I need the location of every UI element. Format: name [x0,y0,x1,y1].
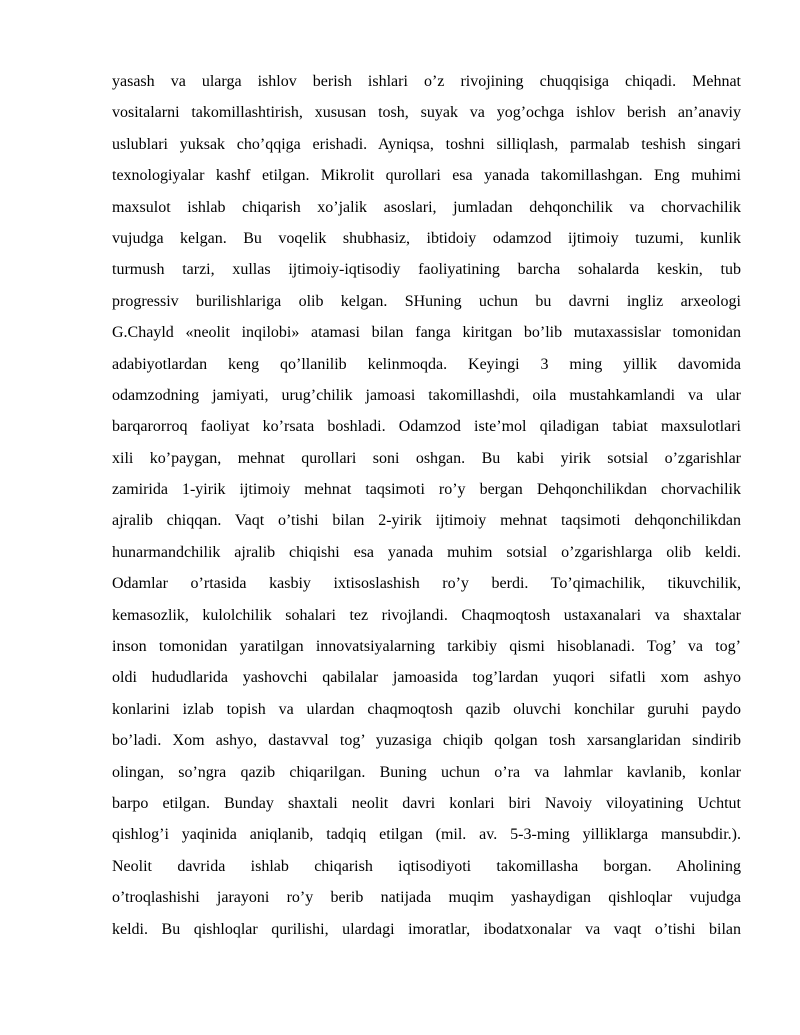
text-line: Neolit davrida ishlab chiqarish iqtisodiyoti takomillasha borgan. Aholining [112,857,741,875]
text-line: maxsulot ishlab chiqarish xo’jalik asoslari, jumladan dehqonchilik va chorvachilik [112,198,741,216]
text-line: oldi hududlarida yashovchi qabilalar jamoasida tog’lardan yuqori sifatli xom ashyo [112,669,741,687]
text-line: Odamlar o’rtasida kasbiy ixtisoslashish ro’y berdi. To’qimachilik, tikuvchilik, [112,575,741,593]
text-line: yasash va ularga ishlov berish ishlari o’z rivojining chuqqisiga chiqadi. Mehnat [112,73,741,90]
text-line: odamzodning jamiyati, urug’chilik jamoasi takomillashdi, oila mustahkamlandi va ular [112,386,741,404]
text-line: barpo etilgan. Bunday shaxtali neolit davri konlari biri Navoiy viloyatining Uchtut [112,794,741,812]
text-line: inson tomonidan yaratilgan innovatsiyalarning tarkibiy qismi hisoblanadi. Tog’ va tog’ [112,638,741,656]
text-line: keldi. Bu qishloqlar qurilishi, ulardagi imoratlar, ibodatxonalar va vaqt o’tishi bilan [112,920,741,938]
text-line: ajralib chiqqan. Vaqt o’tishi bilan 2-yirik ijtimoiy mehnat taqsimoti dehqonchilikdan [112,512,741,530]
text-line: konlarini izlab topish va ulardan chaqmoqtosh qazib oluvchi konchilar guruhi paydo [112,700,741,718]
text-line: bo’ladi. Xom ashyo, dastavval tog’ yuzasiga chiqib qolgan tosh xarsanglaridan sindirib [112,732,741,750]
text-line: texnologiyalar kashf etilgan. Mikrolit qurollari esa yanada takomillashgan. Eng muhimi [112,167,741,185]
text-line: barqarorroq faoliyat ko’rsata boshladi. Odamzod iste’mol qiladigan tabiat maxsulotlari [112,418,741,436]
text-line: turmush tarzi, xullas ijtimoiy-iqtisodiy faoliyatining barcha sohalarda keskin, tub [112,261,741,279]
text-line: progressiv burilishlariga olib kelgan. SHuning uchun bu davrni ingliz arxeologi [112,292,741,310]
text-line: qishlog’i yaqinida aniqlanib, tadqiq etilgan (mil. av. 5-3-ming yilliklarga mansubdir.). [112,826,741,844]
text-line: uslublari yuksak cho’qqiga erishadi. Ayniqsa, toshni silliqlash, parmalab teshish singari [112,135,741,153]
text-line: olingan, so’ngra qazib chiqarilgan. Buning uchun o’ra va lahmlar kavlanib, konlar [112,763,741,781]
text-line: zamirida 1-yirik ijtimoiy mehnat taqsimoti ro’y bergan Dehqonchilikdan chorvachilik [112,481,741,499]
text-line: kemasozlik, kulolchilik sohalari tez rivojlandi. Chaqmoqtosh ustaxanalari va shaxtalar [112,606,741,624]
document-page [112,66,741,945]
text-line: o’troqlashishi jarayoni ro’y berib natijada muqim yashaydigan qishloqlar vujudga [112,889,741,907]
text-line: xili ko’paygan, mehnat qurollari soni oshgan. Bu kabi yirik sotsial o’zgarishlar [112,449,741,467]
text-line: adabiyotlardan keng qo’llanilib kelinmoqda. Keyingi 3 ming yillik davomida [112,355,741,373]
text-line: hunarmandchilik ajralib chiqishi esa yanada muhim sotsial o’zgarishlarga olib keldi. [112,543,741,561]
text-line: vujudga kelgan. Bu voqelik shubhasiz, ibtidoiy odamzod ijtimoiy tuzumi, kunlik [112,229,741,247]
body-paragraph [112,66,741,945]
text-line: G.Chayld «neolit inqilobi» atamasi bilan fanga kiritgan bo’lib mutaxassislar tomonidan [112,324,741,342]
text-line: vositalarni takomillashtirish, xususan tosh, suyak va yog’ochga ishlov berish an’anaviy [112,104,741,122]
